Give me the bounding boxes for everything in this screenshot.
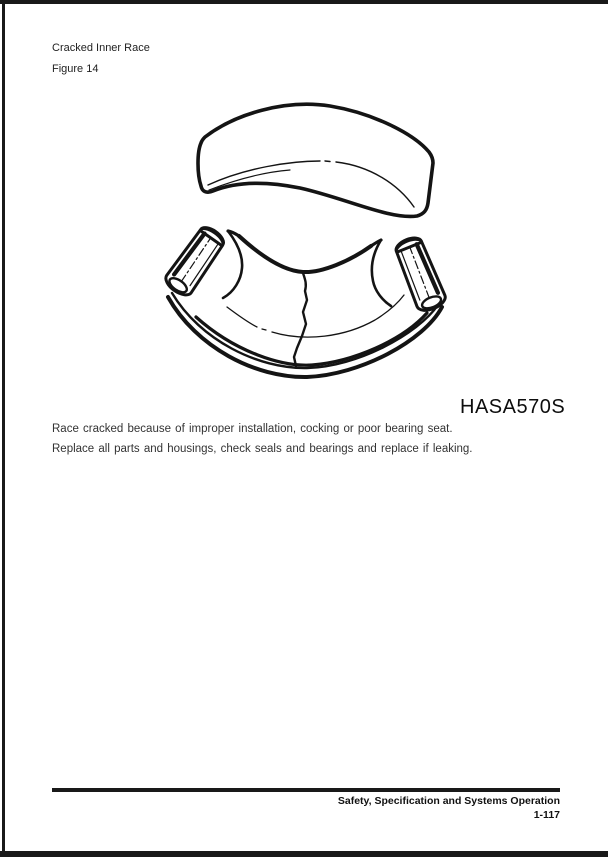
page-edge-top — [0, 0, 608, 4]
footer-page-number: 1-117 — [533, 809, 560, 821]
caption-line-1: Race cracked because of improper installation, cocking or poor bearing seat. — [52, 423, 453, 435]
figure-caption — [52, 419, 522, 459]
figure-title: Cracked Inner Race — [52, 42, 150, 54]
caption-line-2: Replace all parts and housings, check seals and bearings and replace if leaking. — [52, 443, 473, 455]
footer-section-title: Safety, Specification and Systems Operation — [337, 795, 560, 807]
bearing-figure-illustration — [150, 95, 470, 385]
page-edge-bottom — [0, 851, 608, 857]
figure-number: Figure 14 — [52, 63, 99, 75]
page-footer — [160, 794, 560, 822]
page-edge-left — [2, 0, 5, 857]
title-block — [52, 42, 150, 75]
footer-rule — [52, 788, 560, 792]
figure-image-code: HASA570S — [460, 396, 566, 418]
